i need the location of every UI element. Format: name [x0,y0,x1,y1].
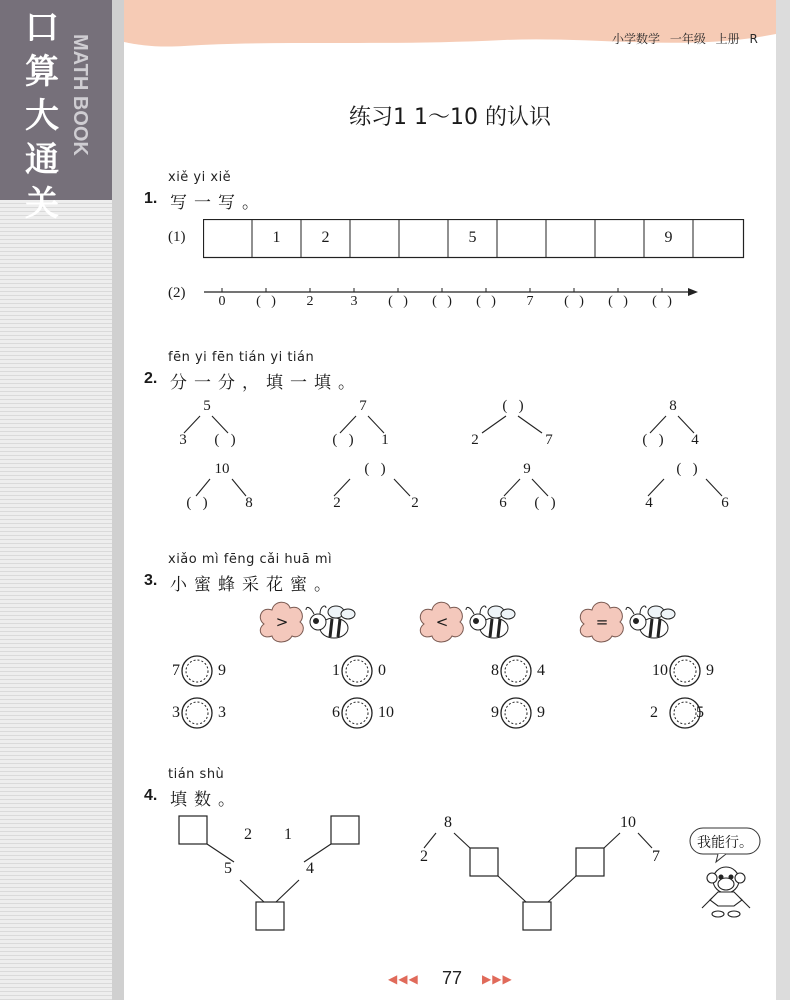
q3-text: 小蜜蜂采花蜜。 [170,575,338,595]
tree-right: 1 [381,432,389,448]
prev-page-arrows[interactable]: ◀◀◀ [388,972,419,986]
compare-right: 5 [696,704,704,721]
compare-right: 9 [218,662,226,679]
compare-right: 9 [706,662,714,679]
puzzle-number: 10 [620,814,636,831]
q1-pinyin: xiě yi xiě [168,170,232,185]
compare-left: 1 [332,662,340,679]
tree-left: 2 [333,495,341,511]
tree-top-blank[interactable]: ( ) [364,461,386,477]
book-subtitle: MATH BOOK [69,34,91,156]
tree-top: 10 [214,461,230,477]
tree-top-blank[interactable]: ( ) [502,398,524,414]
ruler-blank[interactable]: ( ) [564,294,584,309]
fill-number-puzzles [124,0,776,1000]
ruler-blank[interactable]: ( ) [652,294,672,309]
tree-top: 8 [669,398,677,414]
q1-part2-label: (2) [168,285,186,301]
tree-right: 2 [411,495,419,511]
ruler-blank[interactable]: ( ) [256,294,276,309]
compare-left: 7 [172,662,180,679]
puzzle-number: 2 [244,826,252,843]
q2-pinyin: fēn yi fēn tián yi tián [168,350,315,365]
grid-cell: 2 [321,229,330,246]
compare-right: 4 [537,662,545,679]
tree-top: 7 [359,398,367,414]
tree-right: 6 [721,495,729,511]
tree-left: 6 [499,495,507,511]
compare-left: 3 [172,704,180,721]
flower-symbol: < [435,613,449,631]
tree-left-blank[interactable]: ( ) [186,495,208,511]
tree-top-blank[interactable]: ( ) [676,461,698,477]
q2-text: 分一分，填一填。 [170,373,362,393]
puzzle-number: 8 [444,814,452,831]
compare-right: 10 [378,704,394,721]
book-title: 口算大通关 [25,8,59,224]
ruler-blank[interactable]: ( ) [388,294,408,309]
page-number: 77 [441,968,463,988]
q4-pinyin: tián shù [168,767,225,782]
compare-left: 8 [491,662,499,679]
speech-bubble-text: 我能行。 [697,835,753,851]
puzzle-number: 7 [652,848,660,865]
tree-right: 8 [245,495,253,511]
compare-left: 10 [652,662,668,679]
ruler-blank[interactable]: ( ) [432,294,452,309]
compare-right: 3 [218,704,226,721]
q2-number: 2. [144,370,158,387]
puzzle-number: 2 [420,848,428,865]
q4-text: 填数。 [170,790,242,810]
compare-left: 2 [650,704,658,721]
ruler-label: 2 [306,294,314,309]
puzzle-number: 5 [224,860,232,877]
right-margin [776,0,790,1000]
q3-number: 3. [144,572,158,589]
page-gutter [112,0,124,1000]
flower-symbol: > [275,613,289,631]
ruler-label: 0 [218,294,226,309]
compare-left: 6 [332,704,340,721]
ruler-label: 7 [526,294,534,309]
ruler-blank[interactable]: ( ) [608,294,628,309]
q3-pinyin: xiǎo mì fēng cǎi huā mì [168,552,333,567]
tree-right: 7 [545,432,553,448]
q1-number: 1. [144,190,158,207]
tree-top: 9 [523,461,531,477]
tree-right-blank[interactable]: ( ) [214,432,236,448]
tree-right: 4 [691,432,699,448]
tree-left-blank[interactable]: ( ) [332,432,354,448]
q1-part1-label: (1) [168,229,186,245]
tree-left: 2 [471,432,479,448]
ruler-label: 3 [350,294,358,309]
grid-cell: 5 [468,229,477,246]
grid-cell: 9 [664,229,673,246]
tree-left: 4 [645,495,653,511]
next-page-arrows[interactable]: ▶▶▶ [482,972,513,986]
compare-right: 0 [378,662,386,679]
lesson-title: 练习1 1～10 的认识 [349,105,551,130]
compare-right: 9 [537,704,545,721]
ruler-blank[interactable]: ( ) [476,294,496,309]
tree-top: 5 [203,398,211,414]
grid-cell: 1 [272,229,281,246]
tree-left-blank[interactable]: ( ) [642,432,664,448]
header-grade-text: 小学数学 一年级 上册 R [612,32,758,46]
tree-left: 3 [179,432,187,448]
puzzle-number: 4 [306,860,314,877]
q4-number: 4. [144,787,158,804]
flower-symbol: = [595,613,609,631]
q1-text: 写一写。 [170,193,266,213]
puzzle-number: 1 [284,826,292,843]
compare-left: 9 [491,704,499,721]
tree-right-blank[interactable]: ( ) [534,495,556,511]
